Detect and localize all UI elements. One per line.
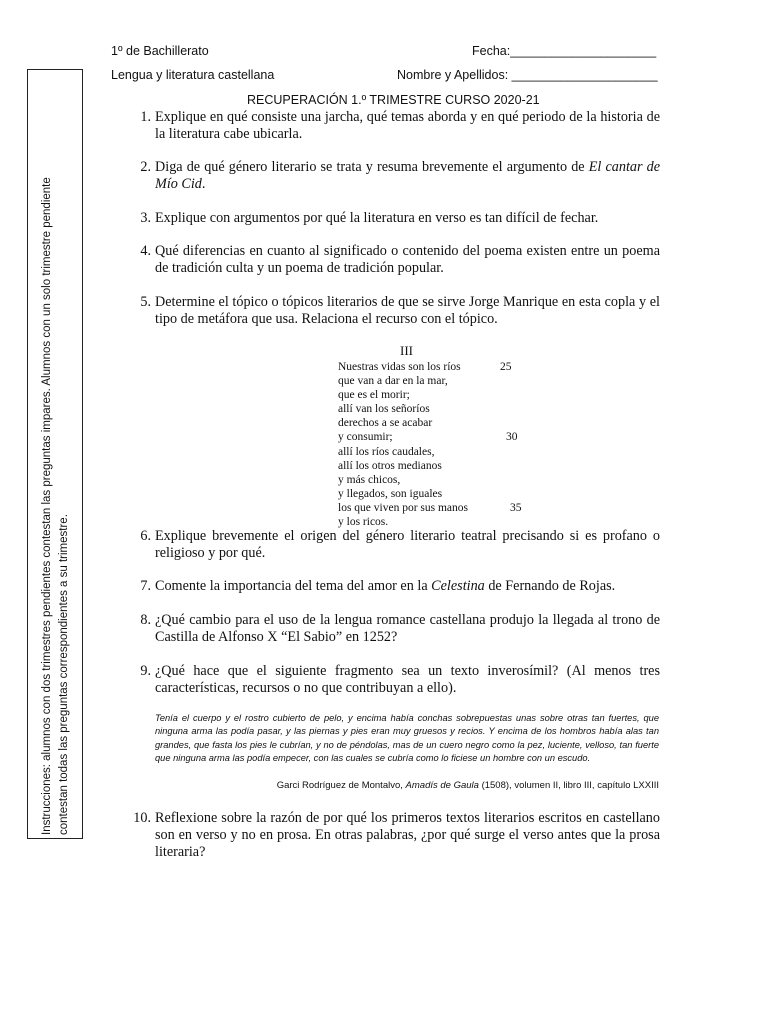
poem-line: allí los ríos caudales, [338, 445, 435, 458]
question-number: 7. [140, 578, 151, 594]
poem [338, 360, 522, 529]
question-2 [125, 159, 660, 193]
question-9 [125, 663, 660, 697]
instructions-text [39, 75, 73, 835]
question-8 [125, 612, 660, 646]
poem-line: derechos a se acabar [338, 417, 433, 430]
poem-line: que van a dar en la mar, [338, 375, 448, 388]
question-text: Explique brevemente el origen del género literario teatral precisando si es profano o religioso y por qué. [155, 528, 660, 561]
question-text: Comente la importancia del tema del amor en la Celestina de Fernando de Rojas. [155, 578, 616, 594]
date-field-label: Fecha:_____________________ [472, 44, 657, 58]
poem-line: y más chicos, [338, 473, 401, 486]
question-number: 4. [140, 243, 151, 259]
question-text: Qué diferencias en cuanto al significado o contenido del poema existen entre un poema de tradición culta y un poema de tradición popular. [155, 243, 660, 276]
question-text: Determine el tópico o tópicos literarios de que se sirve Jorge Manrique en esta copla y el tipo de metáfora que usa. Relaciona el recurso con el tópico. [155, 294, 660, 327]
exam-title: RECUPERACIÓN 1.º TRIMESTRE CURSO 2020-21 [247, 93, 540, 107]
question-text: ¿Qué cambio para el uso de la lengua romance castellana produjo la llegada al trono de Castilla de Alfonso X “El Sabio” en 1252? [155, 612, 660, 645]
instructions-line-2: contestan todas las preguntas correspondientes a su trimestre. [58, 514, 70, 835]
question-4 [125, 243, 660, 277]
question-1 [125, 109, 660, 143]
question-text: ¿Qué hace que el siguiente fragmento sea un texto inverosímil? (Al menos tres características, recursos o no que contribuyan a ello). [155, 663, 660, 696]
question-number: 1. [140, 109, 151, 125]
course-label: 1º de Bachillerato [111, 44, 209, 58]
question-7 [125, 578, 660, 595]
question-number: 8. [140, 612, 151, 628]
poem-line: allí los otros medianos [338, 459, 442, 472]
question-3 [125, 210, 660, 227]
question-5 [125, 294, 660, 328]
question-text: Reflexione sobre la razón de por qué los primeros textos literarios escritos en castellano son en verso y no en prosa. En otras palabras, ¿por qué surge el verso antes que la prosa literaria? [155, 810, 660, 860]
question-6 [125, 528, 660, 562]
poem-line: y llegados, son iguales [338, 487, 443, 500]
poem-line: allí van los señoríos [338, 403, 430, 416]
question-number: 5. [140, 294, 151, 310]
question-number: 2. [140, 159, 151, 175]
line-number: 35 [510, 501, 522, 514]
question-number: 10. [133, 810, 151, 826]
citation-work-title: Amadís de Gaula [405, 780, 479, 791]
question-text: Diga de qué género literario se trata y resuma brevemente el argumento de El cantar de Mío Cid. [155, 159, 660, 192]
poem-line: Nuestras vidas son los ríos 25 [338, 361, 512, 373]
subject-label: Lengua y literatura castellana [111, 68, 275, 82]
question-10 [125, 810, 660, 861]
poem-line: y los ricos. [338, 516, 389, 529]
question-number: 3. [140, 210, 151, 226]
line-number: 25 [500, 361, 512, 373]
instructions-line-1: Instrucciones: alumnos con dos trimestres pendientes contestan las preguntas impares. Alumnos con un solo trimestre pendiente [41, 177, 53, 835]
work-title: El cantar de Mío Cid [155, 159, 660, 192]
line-number: 30 [506, 431, 518, 444]
excerpt-citation: Garci Rodríguez de Montalvo, Amadís de Gaula (1508), volumen II, libro III, capítulo LXXIII [276, 780, 659, 791]
poem-line: y consumir; 30 [338, 431, 518, 444]
question-number: 6. [140, 528, 151, 544]
question-text: Explique con argumentos por qué la literatura en verso es tan difícil de fechar. [155, 210, 599, 226]
poem-line: que es el morir; [338, 389, 410, 402]
excerpt-text: Tenía el cuerpo y el rostro cubierto de pelo, y encima había conchas sobrepuestas unas sobre otras tan fuertes, que ninguna arma las podía pasar, y las piernas y pies eran muy gruesos y recios. Y encima de los hombros había alas tan grandes, que fasta los pies le cubrían, y no de péndolas, mas de un cuero negro como la pez, luciente, velloso, tan fuerte que ninguna arma las podía empecer, con las cuales se cubría como lo ficiese un hombre con un escudo. [155, 713, 659, 763]
question-text: Explique en qué consiste una jarcha, qué temas aborda y en qué periodo de la historia de la literatura cabe ubicarla. [155, 109, 660, 142]
instructions-box [27, 69, 83, 839]
question-number: 9. [140, 663, 151, 679]
work-title: Celestina [431, 578, 485, 594]
name-field-label: Nombre y Apellidos: _____________________ [397, 68, 658, 82]
poem-heading: III [400, 343, 413, 358]
poem-line: los que viven por sus manos 35 [338, 501, 522, 514]
